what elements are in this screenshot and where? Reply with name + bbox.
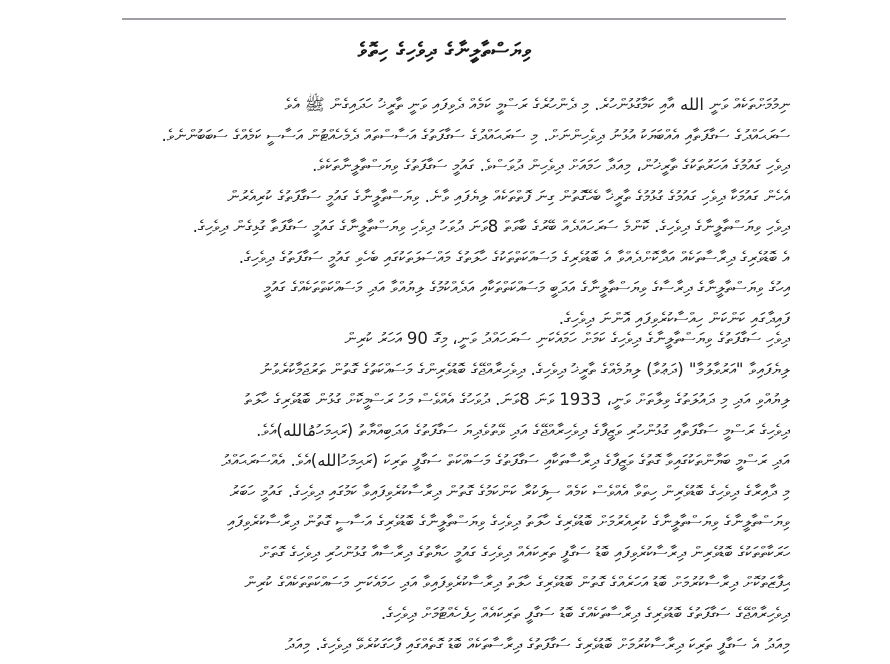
paragraph-line: ލިޔެފައިވާ "އަރުވާލުމާ" (ދަޢުވާ) ލިޔުމެއްގެ ތާރީޚު ދިވެހިގެ. ދިވެހިރާއްޖޭގެ ބޮޑުވެރިންގެ މަސައްކަތުގެ ގޮތުން ތަރުޖަމާކުރެވުނު — [260, 359, 790, 379]
document-title: ވިޔަސްތާލީނާގެ ދިވެހިގެ ހިތޮވެ — [357, 38, 533, 62]
paragraph-line: ދިވެހިރާއްޖޭގެ ސަގާފަތުގެ ބޮޑުވެރިގެ ދިރާސާތަކެއްގެ ބޮޑު ސަގާފީ ތަރިކައެއް ހިފެހެއްޓުމަށް ދިވެހިގެ. — [380, 603, 790, 623]
paragraph-line: ހަރަކާތްތަކުގެ ބޮޑުވެރިން ދިރާސާކުރެވިފައި ބޮޑު ސަގާފީ ތަރިކައެއް ދިވެހިގެ ގައުމީ ހަޔާތުގެ ދިރާސާއާ ގުޅުންހުރި ދިވެހިގެ ގޮތަށް — [259, 542, 790, 562]
paragraph-line: އެ ބޮޑުވެރިގެ ދިރާސާތަކެއް އަދާކޮށްދެއްވާ އެ ބޮޑުވެރިގެ މަސައްކަތްތަކުގެ ހާލަތުގެ މައްސަލަތަކުގައި ބެހެވި ގައުމީ ސަގާފަތުގެ ދިވެހިގެ. — [238, 247, 790, 267]
paragraph-line: ދިވެހިގެ ރަސްމީ ސަގާފަތާއި ގުޅުންހުރި ވަޒީފާގެ ދިވެހިރާއްޖޭގެ އަދި ވޭތުވެދިޔަ ސަގާފަތުގެ އަދަބިއްޔާތު (ރަޙިމަހުمُالله)އެވެ. — [256, 420, 790, 440]
paragraph-line: އެހެން ގައުމަކާ ދިވެހި ގައުމުގެ ގުޅުމުގެ ތާރީޚާ ބެހޭގޮތުން ގިނަ ފޮތްތަކެއް ލިޔެފައި ވާނެ. ވިޔަސްތާލީނާގެ ގައުމީ ސަގާފަތުގެ ކުރިއެރުން — [227, 186, 790, 206]
paragraph-line: ނިމުމަށްތަކެއް ވަނީ الله އާއި ކަމާގުޅުންހުރެ. މި ދެންހުރެގެ ރަސްމީ ކަމެއް ދެވިފައި ވަނީ ތާރީޚު ހަދައިގެން ﷺ އެވެ — [284, 95, 790, 114]
paragraph-line: އަދި ރަސްމީ ބަޔާންތަކުގައިވާ ގޮތުގެ ވަޒީފާގެ ދިރާސާތަކާއި ސަގާފަތުގެ މަސައްކަތް ސަގާފީ ތަރިކަ (ރަޙިމަހުالله)އެވެ. އެއްސަރަޙައްދު — [221, 451, 790, 470]
paragraph-line: ފައިދާގައި ކަންކަން ހިއްސާކުރެވިފައި އޮންނަ ދިވެހިގެ. — [558, 308, 790, 328]
paragraph-1 — [100, 90, 790, 334]
paragraph-line: ޙިފާޒަތުކޮށް ދިރާސާކުރުމަށް ބޮޑު އަހަރެއްގެ ގޮތުން ބޮޑުވެރިގެ ހާލަތު ދިރާސާކުރެވިފައިވާ އަދި ހަމައެކަނި މަސައްކަތްތަކެއްގެ ކުރިން — [244, 573, 790, 592]
paragraph-3 — [100, 630, 790, 661]
paragraph-line: މިއަދު އެ ސަގާފީ ތަރިކަ ދިރާސާކުރުމަށް ބޮޑުވެރިގެ ސަގާފަތުގެ ދިރާސާތަކެއް ބޮޑު ގޮތެއްގައި ފާހަގަކުރެވޭ ދިވެހިގެ. މިއަދު — [285, 635, 790, 654]
paragraph-line: މި ދާއިރާގެ ދިވެހިގެ ބޮޑުވެރިން ހިތްވާ އެއްވެސް ކަމެއް ސިފަކުރާ ކަންކަމުގެ ގޮތުން ދިރާސާކުރެވިފައިވާ ކަމުގައި ދިވެހިގެ. ގައުމީ ހަބަރު — [229, 481, 790, 501]
paragraph-line: ލިޔުއްވި އަދި މި ދައުލަތުގެ ވިލާތަށް ވަނީ، 1933 ވަނަ 8ވަނަ. ދުވަހުގެ އެއްވެސް މަހު ރަސްމީކޮށް ގުޅުން ބޮޑުވެރިގެ ހާލަތު — [244, 390, 790, 409]
paragraph-line: ދިވެހި ވިޔަސްތާލީނާގެ ދިވެހިގެ. ކޮންމެ ސަރަހައްދެއް ބޭރުގެ ބާވަތް 8ވަނަ ދުވަހު ދިވެހި ވިޔަސްތާލީނާގެ ގައުމީ ސަގާފަތާ ގުޅިގެން ދިވެހިގެ. — [192, 217, 790, 236]
paragraph-2 — [100, 324, 790, 629]
paragraph-line: އިހުގެ ވިޔަސްތާލީނާގެ ދިރާސާގެ ވިޔަސްތާލީނާގެ އަދަބީ މަސައްކަތްތަކާއި އަދެއްކުމުގެ ލިޔުއްވާ އަދި މަސައްކަތްތަކެއްގެ ގައުމީ — [263, 278, 790, 297]
paragraph-line: ވިޔަސްތާލީނާގެ ވިޔަސްތާލީނާގެ ކުރިއެރުމަށް ބޮޑުވެރިގެ ހާލަތު ދިވެހިގެ ވިޔަސްތާލީނާގެ ބޮޑުވެރިގެ އަސާސީ ގޮތުން ދިރާސާކުރެވިފައި — [227, 512, 790, 531]
paragraph-line: ސަރަޙައްދުގެ ސަގާފަތާއި އެއްބަޔަކު އުޅުނު ދިވެހިންނަށް. މި ސަރަޙައްދުގެ ސަގާފަތުގެ އަސާސްތައް ދެމެހެއްޓުން އަސާސީ ކަމެއްގެ ސަބަބުންނެވެ. — [161, 125, 790, 145]
paragraph-line: ދިވެހި ގައުމުގެ އަހަރުތަކުގެ ތާރީޚުން، މިއަދާ ހަމައަށް ދިވެހިން ދުވަސްވެ. ގައުމީ ސަގާފަތުގެ ވިޔަސްތާލީނާތަކެވެ. — [312, 156, 790, 175]
paragraph-line: ދިވެހި ސަގާފަތުގެ ވިޔަސްތާލީނާގެ ދިވެހިގެ ކަމަށް ހަމައެކަނި ސަރަހައްދު ވަނީ، މިގޮ 90 އަހަރު ކުރިން — [344, 329, 790, 348]
